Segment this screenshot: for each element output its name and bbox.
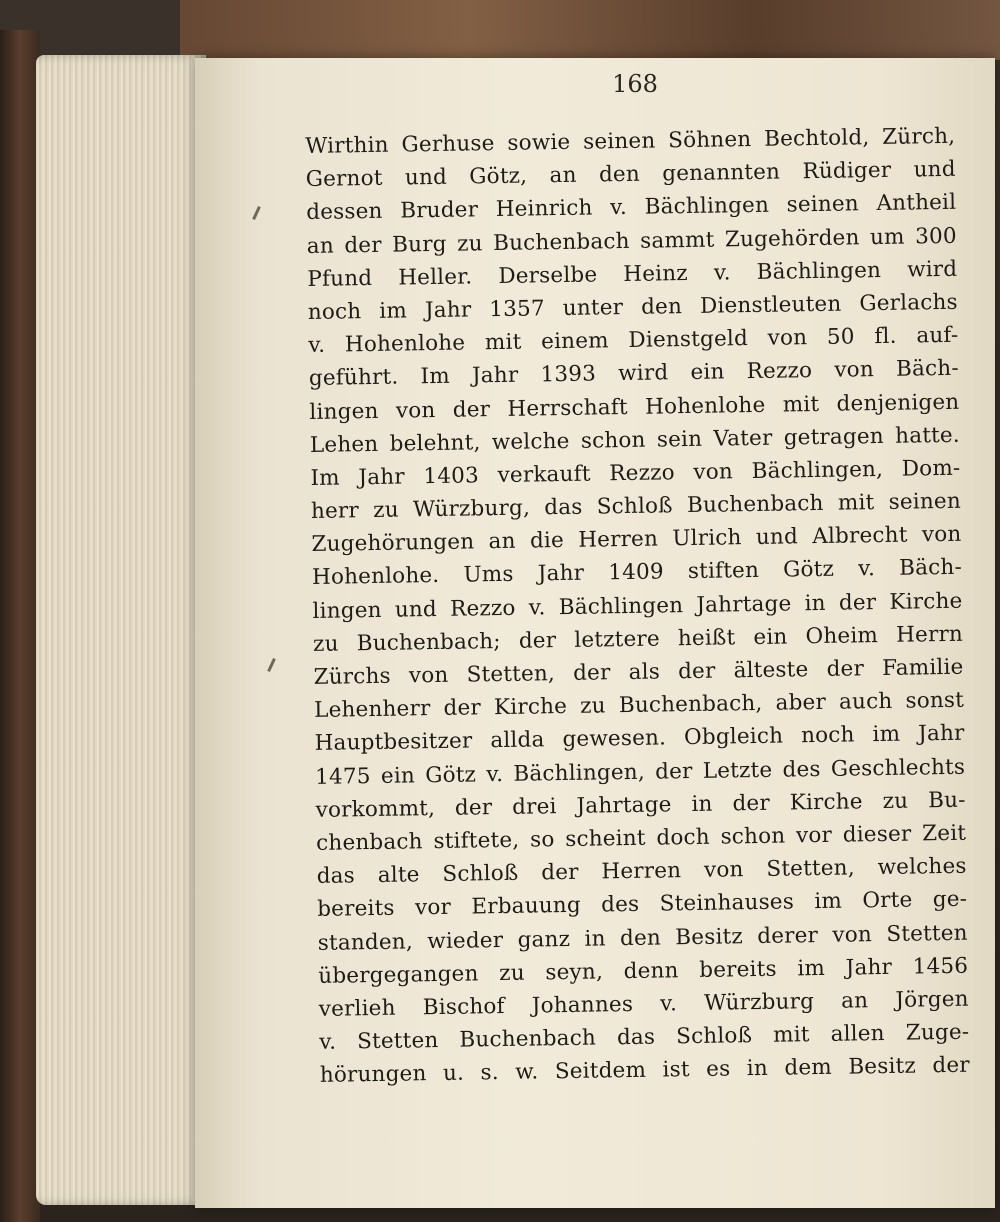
text-line: Lehenherr der Kirche zu Buchenbach, aber auch sonst	[313, 687, 965, 724]
text-line: Gernot und Götz, an den genannten Rüdiger und	[305, 156, 956, 193]
margin-mark	[252, 206, 261, 220]
text-line: Zürchs von Stetten, der als der älteste der Familie	[313, 654, 964, 690]
book-cover-top	[180, 0, 1000, 60]
text-line: zu Buchenbach; der letztere heißt ein Oheim Herrn	[312, 621, 964, 657]
text-line: Hohenlohe. Ums Jahr 1409 stiften Götz v. Bäch-	[311, 555, 963, 591]
text-line: Zugehörungen an die Herren Ulrich und Albrecht von	[311, 521, 962, 558]
body-text	[305, 120, 970, 1093]
text-line: vorkommt, der drei Jahrtage in der Kirche zu Bu-	[315, 787, 966, 823]
text-line: Hauptbesitzer allda gewesen. Obgleich noch im Jahr	[314, 721, 965, 757]
text-line: geführt. Im Jahr 1393 wird ein Rezzo von Bäch-	[308, 356, 960, 392]
margin-mark	[267, 658, 276, 672]
text-line: verlieh Bischof Johannes v. Würzburg an Jörgen	[318, 986, 969, 1022]
text-line: v. Hohenlohe mit einem Dienstgeld von 50 fl. auf-	[308, 322, 959, 359]
text-line: v. Stetten Buchenbach das Schloß mit allen Zuge-	[319, 1019, 970, 1055]
text-line: Wirthin Gerhuse sowie seinen Söhnen Bechtold, Zürch,	[305, 123, 956, 159]
text-line: bereits vor Erbauung des Steinhauses im Orte ge-	[317, 887, 968, 923]
text-line: hörungen u. s. w. Seitdem ist es in dem Besitz der	[319, 1052, 970, 1089]
text-line: dessen Bruder Heinrich v. Bächlingen seinen Antheil	[306, 190, 957, 226]
text-line: Pfund Heller. Derselbe Heinz v. Bächlingen wird	[307, 256, 958, 292]
text-line: übergegangen zu seyn, denn bereits im Jahr 1456	[318, 953, 969, 989]
page-number: 168	[612, 70, 658, 98]
book-spine	[0, 30, 40, 1222]
book-page	[195, 58, 995, 1208]
text-line: Im Jahr 1403 verkauft Rezzo von Bächlingen, Dom-	[310, 455, 961, 491]
text-line: herr zu Würzburg, das Schloß Buchenbach mit seinen	[310, 488, 962, 525]
text-line: lingen und Rezzo v. Bächlingen Jahrtage in der Kirche	[312, 588, 963, 624]
text-line: standen, wieder ganz in den Besitz derer von Stetten	[317, 920, 968, 956]
text-line: an der Burg zu Buchenbach sammt Zugehörden um 300	[306, 223, 957, 259]
text-line: Lehen belehnt, welche schon sein Vater getragen hatte.	[309, 422, 961, 458]
text-line: das alte Schloß der Herren von Stetten, welches	[316, 853, 967, 890]
text-line: noch im Jahr 1357 unter den Dienstleuten Gerlachs	[307, 289, 958, 325]
text-line: 1475 ein Götz v. Bächlingen, der Letzte des Geschlechts	[314, 754, 966, 790]
text-line: chenbach stiftete, so scheint doch schon vor dieser Zeit	[316, 820, 967, 856]
page-edges	[36, 55, 206, 1205]
text-line: lingen von der Herrschaft Hohenlohe mit denjenigen	[309, 389, 960, 425]
